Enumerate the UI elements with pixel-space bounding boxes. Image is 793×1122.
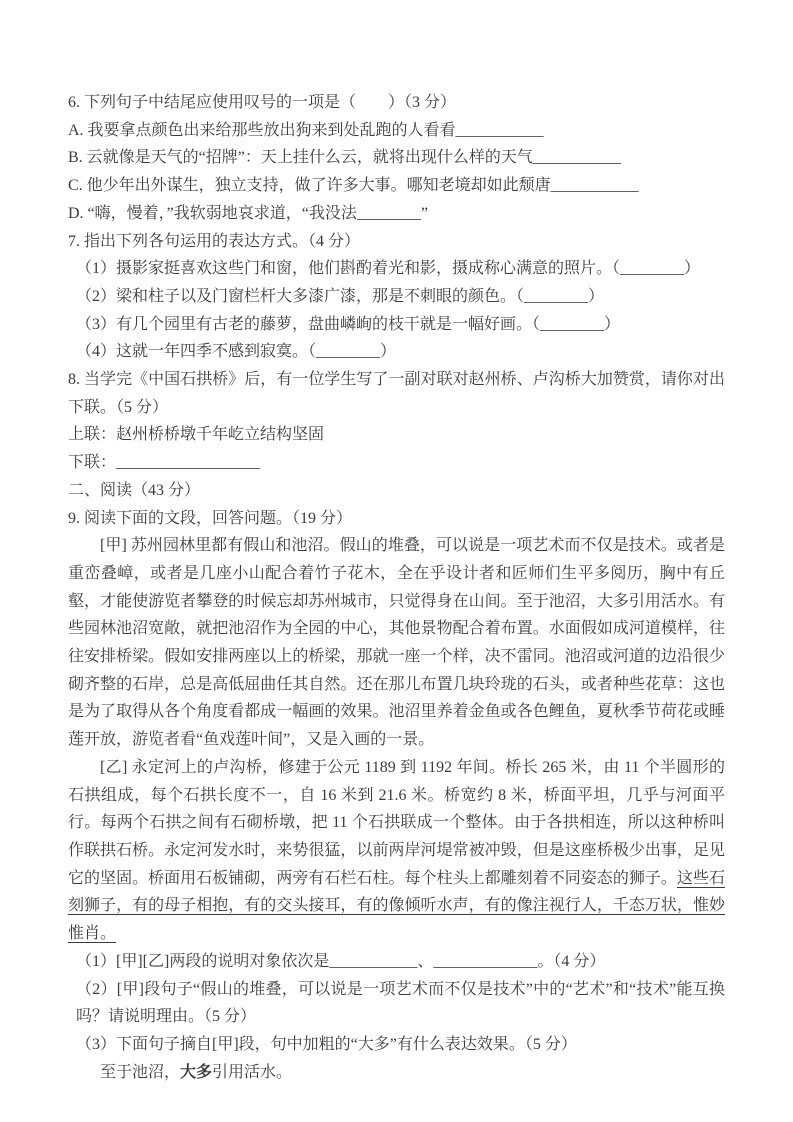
question-7-item-4: （4）这就一年四季不感到寂寞。（________） xyxy=(76,343,397,361)
passage-yi xyxy=(68,754,725,948)
question-7-item-3: （3）有几个园里有古老的藤萝，盘曲嶙峋的枝干就是一幅好画。（________） xyxy=(76,315,621,333)
question-6-option-b: B. 云就像是天气的“招牌”：天上挂什么云，就将出现什么样的天气___________ xyxy=(68,149,621,167)
quote-post-text: 引用活水。 xyxy=(212,1063,293,1081)
passage-yi-normal-text: [乙] 永定河上的卢沟桥，修建于公元 1189 到 1192 年间。桥长 265 米，由 11 个半圆形的石拱组成，每个石拱长度不一，自 16 米到 21.6 米。桥宽约 8 米，桥面平坦，几乎与河面平行。每两个石拱之间有石砌桥墩，把 11 个石拱联成一个整体。由于各拱相连，所以这种桥叫作联拱石桥。永定河发水时，来势很猛，以前两岸河堤常被冲毁，但是这座桥极少出事，足见它的坚固。桥面用石板铺砌，两旁有石栏石柱。每个柱头上都雕刻着不同姿态的狮子。 xyxy=(68,758,725,887)
question-7-item-1: （1）摄影家挺喜欢这些门和窗，他们斟酌着光和影，摄成称心满意的照片。（________） xyxy=(76,260,701,278)
question-9-sub-3: （3）下面句子摘自[甲]段，句中加粗的“大多”有什么表达效果。（5 分） xyxy=(76,1035,577,1053)
question-8-upper-couplet: 上联：赵州桥桥墩千年屹立结构坚固 xyxy=(68,426,325,444)
question-9-sub-1: （1）[甲][乙]两段的说明对象依次是___________、_____________。（4 分） xyxy=(76,952,606,970)
question-7-header: 7. 指出下列各句运用的表达方式。（4 分） xyxy=(68,232,361,250)
question-6-option-a: A. 我要拿点颜色出来给那些放出狗来到处乱跑的人看看___________ xyxy=(68,121,544,139)
question-9-sub-2: （2）[甲]段句子“假山的堆叠，可以说是一项艺术而不仅是技术”中的“艺术”和“技术”能互换吗？请说明理由。（5 分） xyxy=(76,980,725,1026)
question-7-item-2: （2）梁和柱子以及门窗栏杆大多漆广漆，那是不刺眼的颜色。（________） xyxy=(76,287,605,305)
quote-bold-text: 大多 xyxy=(180,1063,213,1081)
question-6-header: 6. 下列句子中结尾应使用叹号的一项是（ ）（3 分） xyxy=(68,94,457,111)
passage-jia: [甲] 苏州园林里都有假山和池沼。假山的堆叠，可以说是一项艺术而不仅是技术。或者是重峦叠嶂，或者是几座小山配合着竹子花木，全在乎设计者和匠师们生平多阅历，胸中有丘壑，才能使游览者攀登的时候忘却苏州城市，只觉得身在山间。至于池沼，大多引用活水。有些园林池沼宽敞，就把池沼作为全园的中心，其他景物配合着布置。水面假如成河道模样，往往安排桥梁。假如安排两座以上的桥梁，那就一座一个样，决不雷同。池沼或河道的边沿很少砌齐整的石岸，总是高低屈曲任其自然。还在那儿布置几块玲珑的石头，或者种些花草：这也是为了取得从各个角度看都成一幅画的效果。池沼里养着金鱼或各色鲤鱼，夏秋季节荷花或睡莲开放，游览者看“鱼戏莲叶间”，又是入画的一景。 xyxy=(68,537,725,749)
question-6-option-c: C. 他少年出外谋生，独立支持，做了许多大事。哪知老境却如此颓唐___________ xyxy=(68,177,639,195)
question-9-header: 9. 阅读下面的文段，回答问题。（19 分） xyxy=(68,509,353,527)
quote-pre-text: 至于池沼， xyxy=(100,1063,181,1081)
section-2-title: 二、阅读（43 分） xyxy=(68,481,201,499)
passage-yi-underlined-text: 这些石刻狮子，有的母子相抱，有的交头接耳，有的像倾听水声，有的像注视行人，千态万状，惟妙惟肖。 xyxy=(68,869,725,943)
question-9-sub-3-quote xyxy=(68,1059,725,1087)
question-6-option-d: D. “嗨，慢着，”我软弱地哀求道，“我没法________” xyxy=(68,204,428,222)
question-8-lower-couplet: 下联：__________________ xyxy=(68,454,261,472)
question-8-header: 8. 当学完《中国石拱桥》后，有一位学生写了一副对联对赵州桥、卢沟桥大加赞赏，请你对出下联。（5 分） xyxy=(68,371,725,416)
